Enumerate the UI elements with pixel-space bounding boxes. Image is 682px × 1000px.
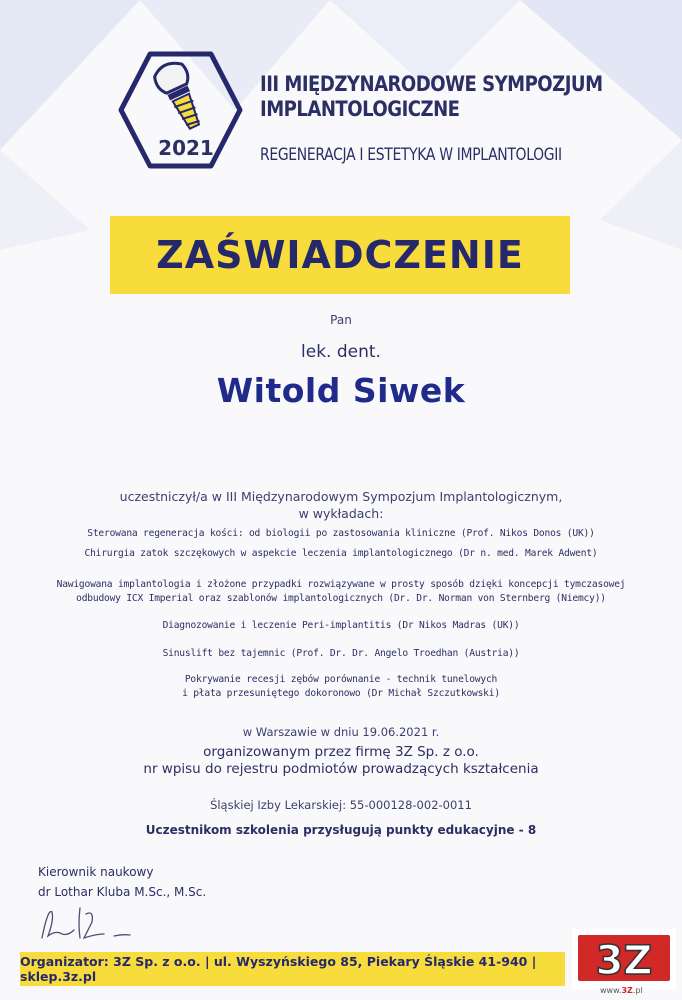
- symposium-title-line1: III MIĘDZYNARODOWE SYMPOZJUM: [260, 72, 603, 96]
- organizer-info: [0, 744, 682, 778]
- lecture-line: Sinuslift bez tajemnic (Prof. Dr. Dr. Angelo Troedhan (Austria)): [162, 648, 520, 659]
- certificate-banner: [110, 216, 570, 294]
- footer-text: Organizator: 3Z Sp. z o.o. | ul. Wyszyńskiego 85, Piekary Śląskie 41-940 | sklep.3z.pl: [20, 954, 537, 984]
- organizer-footer: [20, 952, 565, 986]
- brand-logo-text: 3Z: [595, 938, 653, 984]
- signatory: [38, 862, 206, 902]
- handwritten-signature: [34, 900, 144, 950]
- intro-line1: uczestniczył/a w III Międzynarodowym Sympozjum Implantologicznym,: [119, 489, 563, 504]
- certificate-heading: ZAŚWIADCZENIE: [156, 233, 524, 277]
- lecture-line: Pokrywanie recesji zębów porównanie - technik tunelowych: [184, 674, 498, 685]
- lecture-item: [0, 647, 682, 661]
- salutation: Pan: [330, 313, 352, 327]
- lecture-line: Nawigowana implantologia i złożone przypadki rozwiązywane w prosty sposób dzięki koncepcji tymczasowej: [56, 579, 626, 590]
- lecture-line: odbudowy ICX Imperial oraz szablonów implantologicznych (Dr. Dr. Norman von Sternberg (Niemcy)): [76, 593, 606, 604]
- symposium-subtitle: REGENERACJA I ESTETYKA W IMPLANTOLOGII: [260, 145, 562, 165]
- brand-url: [600, 986, 643, 995]
- brand-url-name: 3Z: [621, 986, 633, 995]
- organizer-line2: nr wpisu do rejestru podmiotów prowadzących kształcenia: [143, 761, 539, 777]
- background-triangles: [0, 0, 682, 250]
- education-points: Uczestnikom szkolenia przysługują punkty edukacyjne - 8: [145, 823, 537, 837]
- lecture-item: [0, 619, 682, 633]
- degree: lek. dent.: [301, 342, 381, 362]
- brand-url-suffix: .pl: [632, 986, 643, 995]
- brand-url-prefix: www.: [600, 986, 622, 995]
- date-line: w Warszawie w dniu 19.06.2021 r.: [242, 725, 440, 739]
- lecture-line: Diagnozowanie i leczenie Peri-implantitis (Dr Nikos Madras (UK)): [162, 620, 520, 631]
- chamber-number: Śląskiej Izby Lekarskiej: 55-000128-002-0011: [210, 798, 472, 812]
- lecture-item: [0, 673, 682, 701]
- intro-line2: w wykładach:: [298, 506, 384, 521]
- lecture-line: i płata przesuniętego dokoronowo (Dr Michał Szczutkowski): [182, 688, 500, 699]
- organizer-line1: organizowanym przez firmę 3Z Sp. z o.o.: [203, 744, 479, 760]
- lecture-line: Chirurgia zatok szczękowych w aspekcie leczenia implantologicznego (Dr n. med. Marek Adwent): [84, 548, 598, 559]
- lecture-item: [0, 578, 682, 606]
- symposium-year: 2021: [158, 136, 214, 160]
- recipient-name: Witold Siwek: [216, 371, 466, 410]
- signatory-role: Kierownik naukowy: [38, 865, 154, 879]
- participation-intro: [0, 488, 682, 522]
- signatory-name: dr Lothar Kluba M.Sc., M.Sc.: [38, 885, 207, 899]
- lecture-line: Sterowana regeneracja kości: od biologii po zastosowania kliniczne (Prof. Nikos Donos (UK)): [87, 528, 595, 539]
- lecture-item: [0, 547, 682, 561]
- symposium-title: [260, 72, 613, 122]
- symposium-title-line2: IMPLANTOLOGICZNE: [260, 97, 460, 121]
- lecture-item: [0, 527, 682, 541]
- 3z-brand-logo: [572, 929, 676, 989]
